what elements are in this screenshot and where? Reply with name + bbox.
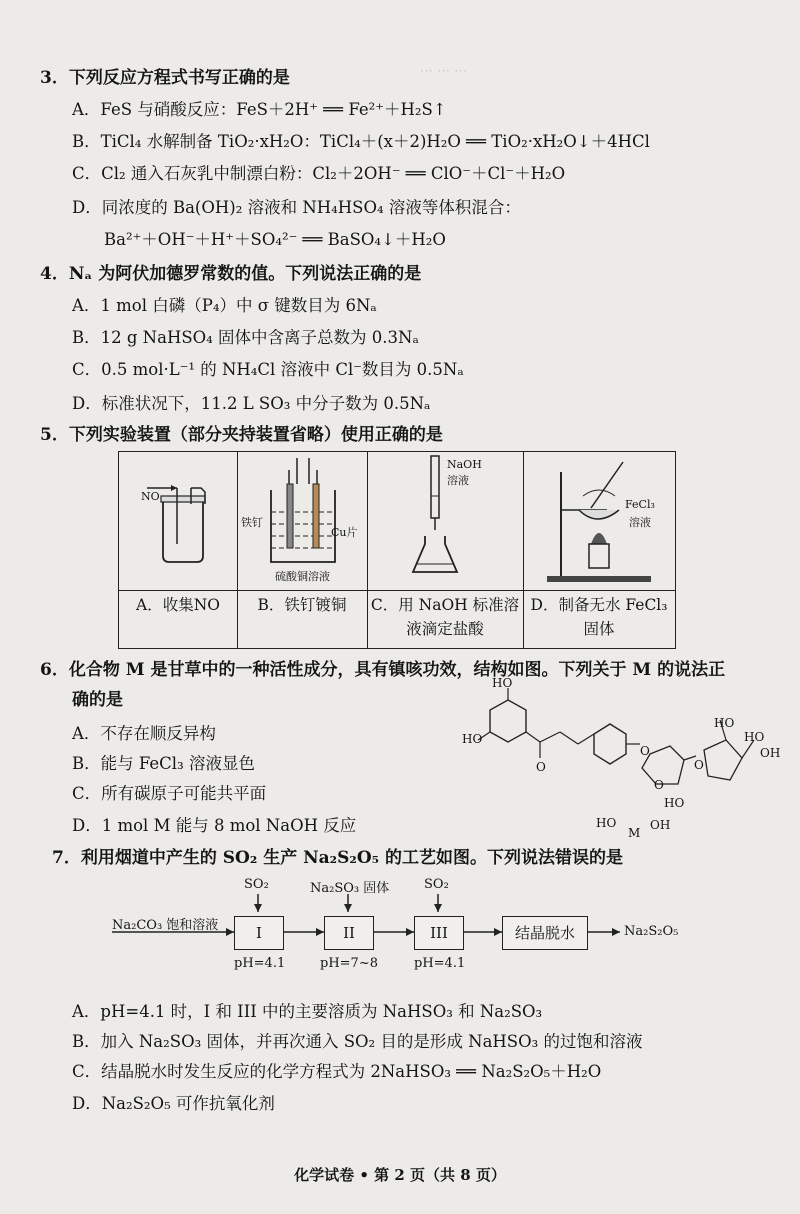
label-iron-nail: 铁钉: [241, 516, 263, 529]
q4-option-d: D．标准状况下，11.2 L SO₃ 中分子数为 0.5Nₐ: [72, 394, 431, 413]
step-1-box: I: [234, 916, 284, 950]
titration-burette-icon: [367, 452, 523, 590]
label-fecl3: FeCl₃: [625, 498, 655, 511]
q3-option-a: A．FeS 与硝酸反应：FeS＋2H⁺ ══ Fe²⁺＋H₂S↑: [72, 100, 447, 119]
struct-label-o-4: O: [654, 778, 664, 792]
step-2-box: II: [324, 916, 374, 950]
q3-option-c: C．Cl₂ 通入石灰乳中制漂白粉：Cl₂＋2OH⁻ ══ ClO⁻＋Cl⁻＋H₂O: [72, 164, 566, 183]
q4-option-a: A．1 mol 白磷（P₄）中 σ 键数目为 6Nₐ: [72, 296, 377, 315]
q7-option-a: A．pH=4.1 时，I 和 III 中的主要溶质为 NaHSO₃ 和 Na₂SO₃: [72, 1002, 543, 1021]
product-label: Na₂S₂O₅: [624, 924, 679, 939]
label-naoh: NaOH: [447, 458, 482, 471]
label-copper-sulfate: 硫酸铜溶液: [275, 570, 330, 583]
q3-option-b: B．TiCl₄ 水解制备 TiO₂·xH₂O：TiCl₄＋(x＋2)H₂O ══ TiO₂·xH₂O↓＋4HCl: [72, 132, 650, 151]
label-solution-d: 溶液: [629, 516, 651, 529]
struct-label-o-3: O: [694, 758, 704, 772]
q5-apparatus-table: [118, 451, 676, 649]
q6-stem-cont: 确的是: [72, 690, 123, 710]
q3-option-d: D．同浓度的 Ba(OH)₂ 溶液和 NH₄HSO₄ 溶液等体积混合：: [72, 198, 521, 217]
q7-option-d: D．Na₂S₂O₅ 可作抗氧化剂: [72, 1094, 275, 1113]
q7-option-c: C．结晶脱水时发生反应的化学方程式为 2NaHSO₃ ══ Na₂S₂O₅＋H₂O: [72, 1062, 602, 1081]
q5-stem: 5．下列实验装置（部分夹持装置省略）使用正确的是: [40, 425, 443, 445]
label-copper-plate: Cu片: [331, 526, 358, 539]
input-so2-2: SO₂: [424, 877, 449, 892]
crystallize-box: 结晶脱水: [502, 916, 588, 950]
input-na2so3: Na₂SO₃ 固体: [310, 881, 390, 896]
label-solution-c: 溶液: [447, 474, 469, 487]
q3-stem: 3．下列反应方程式书写正确的是: [40, 68, 290, 88]
q7-stem: 7．利用烟道中产生的 SO₂ 生产 Na₂S₂O₅ 的工艺如图。下列说法错误的是: [52, 848, 624, 868]
ph-step-3: pH=4.1: [414, 956, 466, 971]
q3-option-d-equation: Ba²⁺＋OH⁻＋H⁺＋SO₄²⁻ ══ BaSO₄↓＋H₂O: [104, 230, 446, 249]
struct-label-o-1: O: [536, 760, 546, 774]
q4-stem: 4．Nₐ 为阿伏加德罗常数的值。下列说法正确的是: [40, 264, 422, 284]
struct-label-ho-5: HO: [664, 796, 685, 810]
bleed-through-text: ⋯ ⋯ ⋯: [420, 64, 468, 79]
gas-collection-bottle-icon: [119, 452, 237, 590]
caption-c: C．用 NaOH 标准溶液滴定盐酸: [370, 596, 520, 638]
q6-stem: 6．化合物 M 是甘草中的一种活性成分，具有镇咳功效，结构如图。下列关于 M 的说法正: [40, 660, 726, 680]
ph-step-2: pH=7~8: [320, 956, 378, 971]
apparatus-cell-b: [237, 452, 368, 648]
step-3-box: III: [414, 916, 464, 950]
struct-label-o-2: O: [640, 744, 650, 758]
struct-label-m: M: [628, 826, 641, 840]
apparatus-cell-a: [119, 452, 238, 648]
q7-option-b: B．加入 Na₂SO₃ 固体，并再次通入 SO₂ 目的是形成 NaHSO₃ 的过饱和溶液: [72, 1032, 643, 1051]
struct-label-ho-4: HO: [744, 730, 765, 744]
evaporating-dish-icon: [523, 452, 675, 590]
apparatus-cell-c: [367, 452, 524, 648]
caption-b: B．铁钉镀铜: [257, 596, 347, 614]
caption-d: D．制备无水 FeCl₃ 固体: [530, 596, 668, 638]
q4-option-b: B．12 g NaHSO₄ 固体中含离子总数为 0.3Nₐ: [72, 328, 419, 347]
ph-step-1: pH=4.1: [234, 956, 286, 971]
struct-label-ho-2: HO: [462, 732, 483, 746]
q6-option-c: C．所有碳原子可能共平面: [72, 784, 267, 803]
q6-option-b: B．能与 FeCl₃ 溶液显色: [72, 754, 255, 773]
caption-a: A．收集NO: [136, 596, 220, 614]
input-so2-1: SO₂: [244, 877, 269, 892]
q6-option-d: D．1 mol M 能与 8 mol NaOH 反应: [72, 816, 357, 835]
struct-label-ho-1: HO: [492, 676, 513, 690]
q4-option-c: C．0.5 mol·L⁻¹ 的 NH₄Cl 溶液中 Cl⁻数目为 0.5Nₐ: [72, 360, 464, 379]
struct-label-ho-3: HO: [714, 716, 735, 730]
feed-label: Na₂CO₃ 饱和溶液: [112, 918, 219, 933]
struct-label-oh-2: OH: [650, 818, 671, 832]
struct-label-oh-1: OH: [760, 746, 781, 760]
apparatus-cell-d: [523, 452, 675, 648]
page-footer: 化学试卷 • 第 2 页（共 8 页）: [294, 1166, 506, 1184]
label-no: NO: [141, 490, 160, 503]
struct-label-ho-6: HO: [596, 816, 617, 830]
q6-option-a: A．不存在顺反异构: [72, 724, 216, 743]
compound-m-structure: [470, 680, 770, 840]
